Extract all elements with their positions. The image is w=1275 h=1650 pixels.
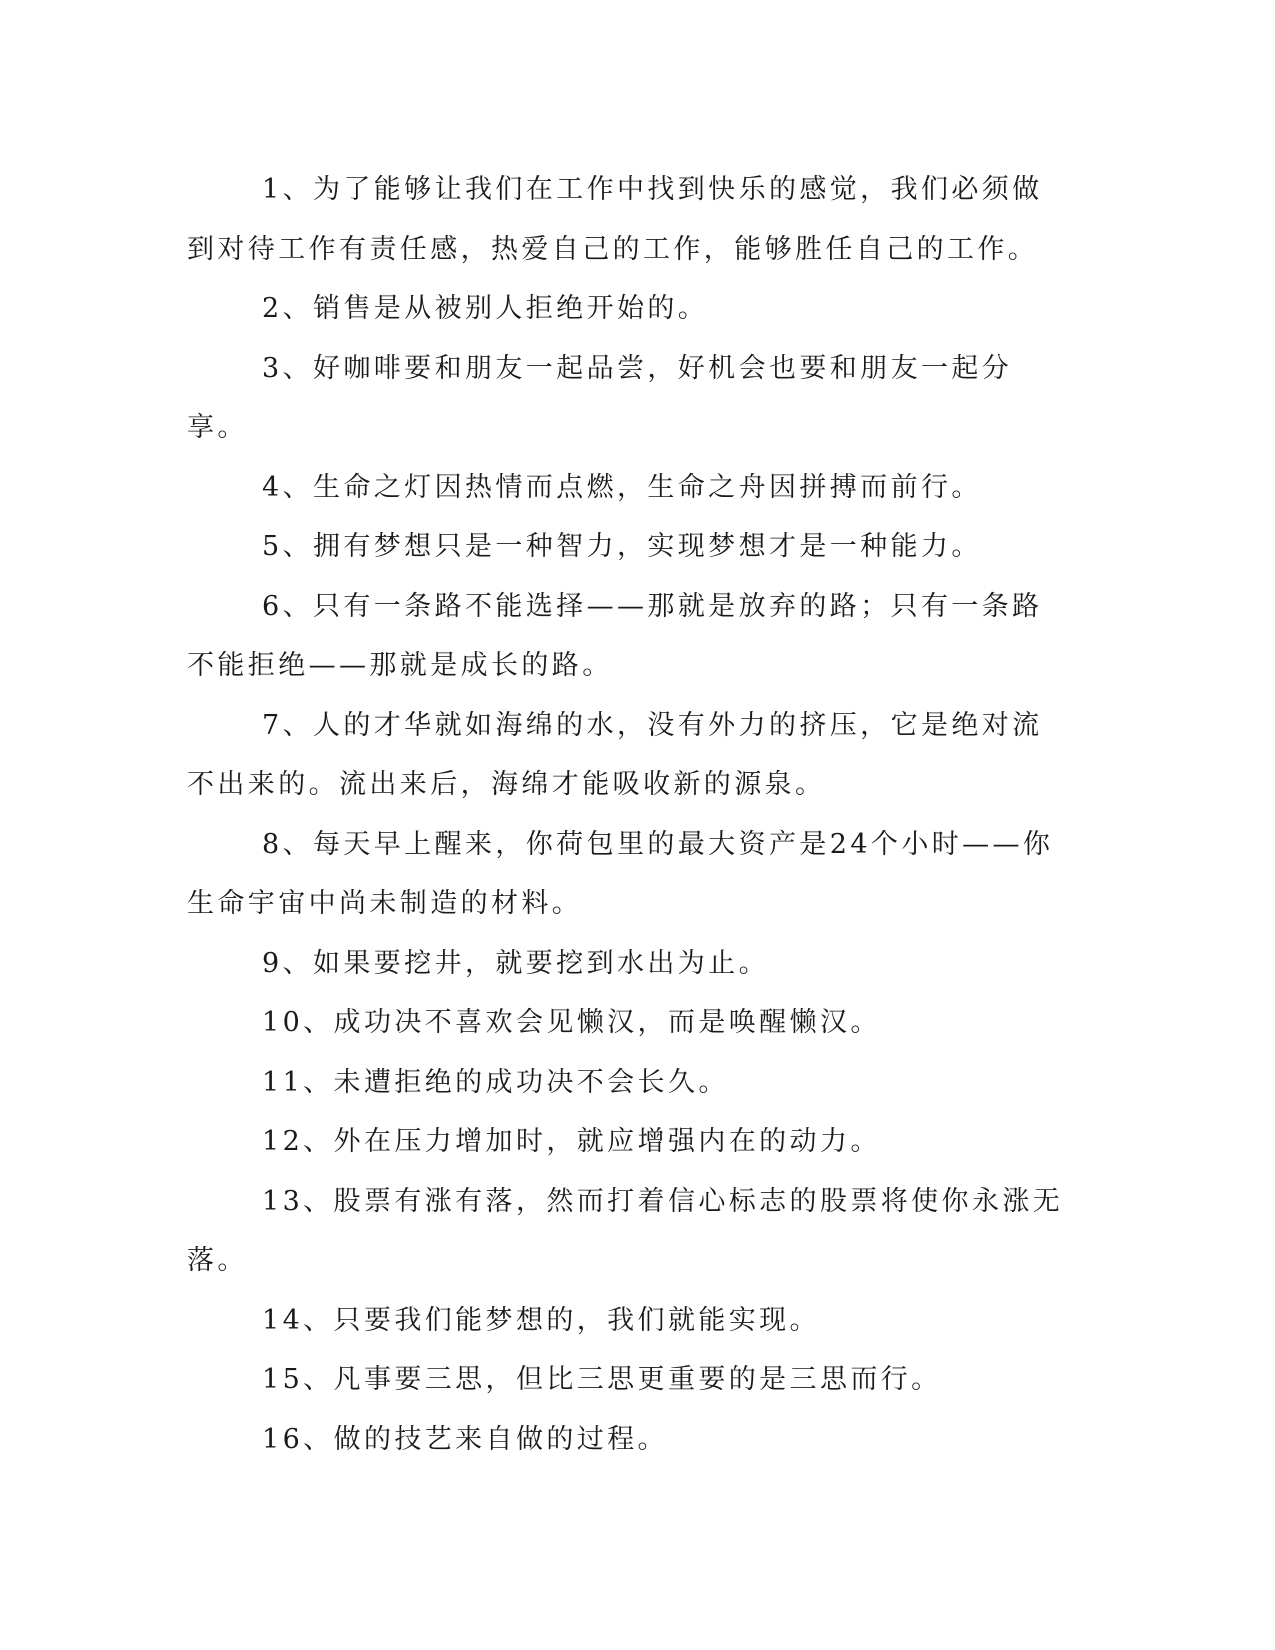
quote-paragraph-13: 13、股票有涨有落，然而打着信心标志的股票将使你永涨无落。	[187, 1185, 1064, 1276]
quote-paragraph-12: 12、外在压力增加时，就应增强内在的动力。	[262, 1126, 881, 1157]
quote-paragraph-9: 9、如果要挖井，就要挖到水出为止。	[262, 947, 769, 979]
quote-paragraph-6: 6、只有一条路不能选择——那就是放弃的路；只有一条路不能拒绝——那就是成长的路。	[187, 590, 1043, 681]
quote-paragraph-3: 3、好咖啡要和朋友一起品尝，好机会也要和朋友一起分享。	[187, 352, 1013, 443]
quote-paragraph-8: 8、每天早上醒来，你荷包里的最大资产是24个小时——你生命宇宙中尚未制造的材料。	[187, 828, 1054, 919]
quote-paragraph-1: 1、为了能够让我们在工作中找到快乐的感觉，我们必须做到对待工作有责任感，热爱自己的工作，能够胜任自己的工作。	[187, 174, 1043, 265]
quote-paragraph-2: 2、销售是从被别人拒绝开始的。	[262, 293, 709, 324]
quote-paragraph-11: 11、未遭拒绝的成功决不会长久。	[262, 1066, 729, 1098]
quote-paragraph-7: 7、人的才华就如海绵的水，没有外力的挤压，它是绝对流不出来的。流出来后，海绵才能吸收新的源泉。	[187, 709, 1043, 800]
quote-paragraph-4: 4、生命之灯因热情而点燃，生命之舟因拼搏而前行。	[262, 471, 982, 503]
quote-paragraph-14: 14、只要我们能梦想的，我们就能实现。	[262, 1304, 820, 1336]
quote-paragraph-5: 5、拥有梦想只是一种智力，实现梦想才是一种能力。	[262, 531, 982, 562]
document-body	[187, 160, 1067, 1469]
quote-paragraph-16: 16、做的技艺来自做的过程。	[262, 1423, 668, 1455]
quote-paragraph-15: 15、凡事要三思，但比三思更重要的是三思而行。	[262, 1364, 942, 1395]
quote-paragraph-10: 10、成功决不喜欢会见懒汉，而是唤醒懒汉。	[262, 1007, 881, 1038]
